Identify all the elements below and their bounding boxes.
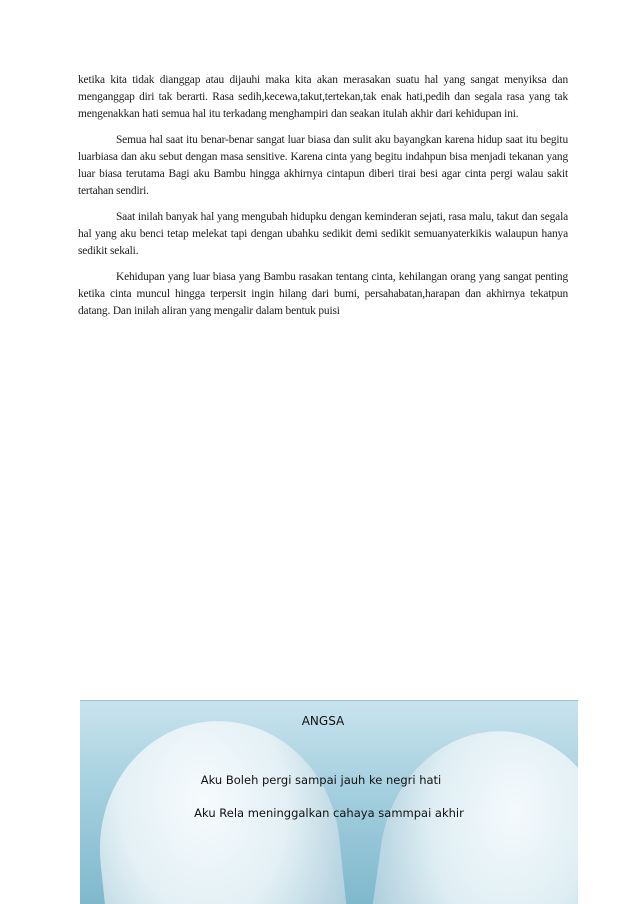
poem-line-2: Aku Rela meninggalkan cahaya sammpai akhir — [194, 806, 464, 820]
body-text — [78, 72, 568, 329]
poem-image-box — [80, 700, 578, 904]
paragraph-1: ketika kita tidak dianggap atau dijauhi maka kita akan merasakan suatu hal yang sangat menyiksa dan menganggap diri tak berarti. Rasa sedih,kecewa,takut,tertekan,tak enak hati,pedih dan segala rasa yang tak mengenakkan hati semua hal itu terkadang menghampiri dan seakan itulah akhir dari kehidupan ini. — [78, 74, 568, 120]
poem-line-1: Aku Boleh pergi sampai jauh ke negri hati — [200, 773, 442, 787]
paragraph-2: Semua hal saat itu benar-benar sangat luar biasa dan sulit aku bayangkan karena hidup saat itu begitu luarbiasa dan aku sebut dengan masa sensitive. Karena cinta yang begitu indahpun bisa menjadi tekanan yang luar biasa terutama Bagi aku Bambu hingga akhirnya cintapun diberi tirai besi agar cinta pergi walau sakit tertahan sendiri. — [78, 134, 568, 197]
poem-title: ANGSA — [301, 714, 345, 728]
paragraph-3: Saat inilah banyak hal yang mengubah hidupku dengan keminderan sejati, rasa malu, takut dan segala hal yang aku benci tetap melekat tapi dengan ubahku sedikit demi sedikit semuanyaterkikis walaupun hanya sedikit sekali. — [78, 211, 568, 257]
paragraph-4: Kehidupan yang luar biasa yang Bambu rasakan tentang cinta, kehilangan orang yang sangat penting ketika cinta muncul hingga terpersit ingin hilang dari bumi, persahabatan,harapan dan akhirnya tekatpun datang. Dan inilah aliran yang mengalir dalam bentuk puisi — [78, 271, 568, 317]
